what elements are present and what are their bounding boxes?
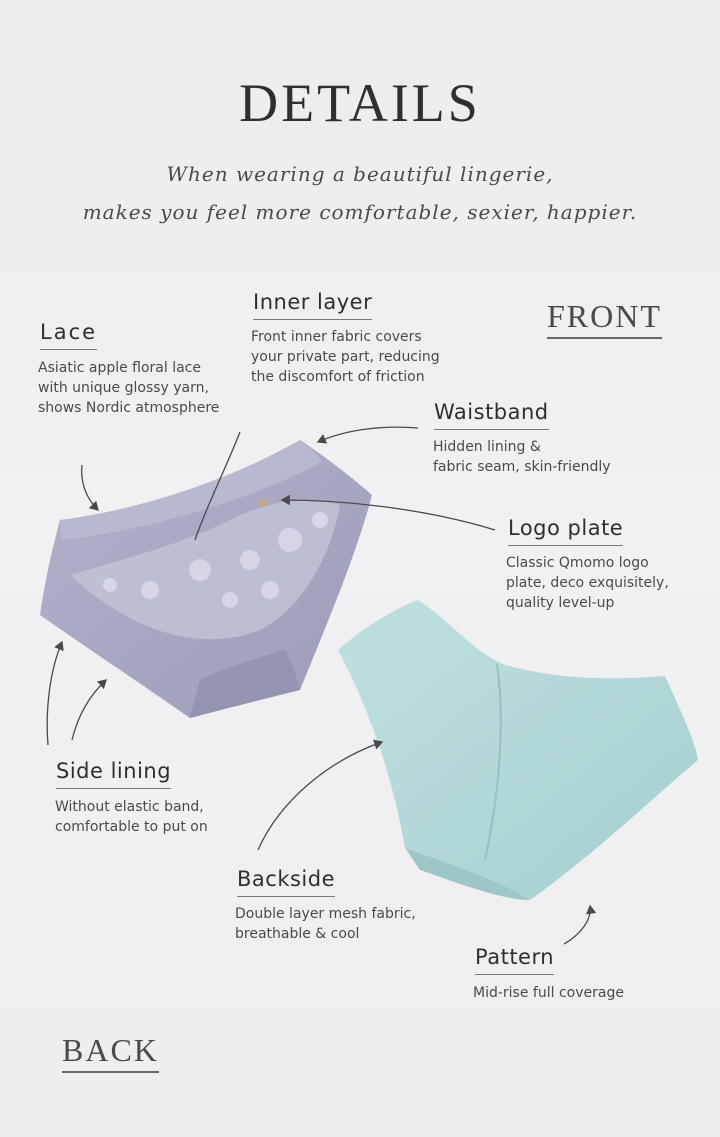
back-label: BACK (62, 1032, 159, 1073)
feature-heading-pattern: Pattern (475, 945, 554, 975)
front-garment (40, 440, 372, 718)
subtitle-line-2: makes you feel more comfortable, sexier, happier. (82, 200, 638, 224)
feature-desc-lace: Asiatic apple floral lace with unique glossy yarn, shows Nordic atmosphere (38, 360, 220, 416)
page-title: DETAILS (239, 73, 481, 133)
back-garment (338, 600, 698, 900)
feature-desc-side-lining: Without elastic band, comfortable to put on (55, 799, 208, 835)
feature-heading-lace: Lace (40, 320, 97, 350)
front-label: FRONT (547, 298, 662, 339)
feature-desc-waistband: Hidden lining & fabric seam, skin-friendly (433, 439, 611, 475)
feature-desc-logo-plate: Classic Qmomo logo plate, deco exquisitely, quality level-up (506, 555, 669, 611)
subtitle-line-1: When wearing a beautiful lingerie, (166, 162, 554, 186)
feature-heading-waistband: Waistband (434, 400, 549, 430)
feature-heading-inner-layer: Inner layer (253, 290, 372, 320)
feature-heading-backside: Backside (237, 867, 335, 897)
feature-desc-inner-layer: Front inner fabric covers your private part, reducing the discomfort of friction (251, 329, 440, 385)
feature-desc-backside: Double layer mesh fabric, breathable & cool (235, 906, 416, 942)
feature-desc-pattern: Mid-rise full coverage (473, 985, 624, 1001)
feature-heading-logo-plate: Logo plate (508, 516, 623, 546)
feature-heading-side-lining: Side lining (56, 759, 171, 789)
